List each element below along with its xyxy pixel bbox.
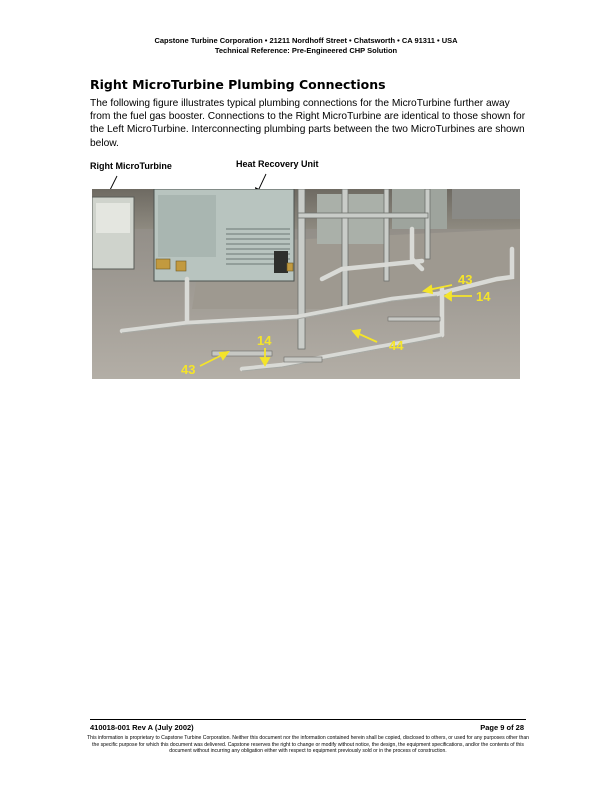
- footer-rule: [90, 719, 526, 720]
- label-43-left: 43: [181, 362, 196, 377]
- label-14-left: 14: [257, 333, 272, 348]
- section-paragraph: The following figure illustrates typical plumbing connections for the MicroTurbine further away from the fuel gas booster. Connections to the Right MicroTurbine are identical to those shown for the Left MicroTurbine. Interconnecting plumbing parts between the two MicroTurbines are shown below.: [90, 98, 526, 149]
- label-14-right: 14: [476, 289, 491, 304]
- callout-right-microturbine: Right MicroTurbine: [90, 161, 172, 171]
- plumbing-photo: [92, 189, 520, 379]
- label-44: 44: [389, 338, 404, 353]
- callout-heat-recovery-unit: Heat Recovery Unit: [236, 159, 319, 169]
- footer-disclaimer: This information is proprietary to Capstone Turbine Corporation. Neither this document nor the information contained herein shall be copied, disclosed to others, or used for any purposes other than the specific purpose for which this document was delivered. Capstone reserves the right to change or modify without notice, the design, the equipment specifications, and/or the contents of this document without incurring any obligation either with respect to equipment previously sold or in the process of construction.: [87, 735, 529, 755]
- header-company-line: Capstone Turbine Corporation • 21211 Nordhoff Street • Chatsworth • CA 91311 • USA: [154, 36, 458, 45]
- header-document-title: Technical Reference: Pre-Engineered CHP Solution: [214, 46, 398, 55]
- section-title: Right MicroTurbine Plumbing Connections: [90, 77, 386, 92]
- label-43-right: 43: [458, 272, 473, 287]
- footer-document-id: 410018-001 Rev A (July 2002): [90, 723, 194, 732]
- footer-page-number: Page 9 of 28: [480, 723, 524, 732]
